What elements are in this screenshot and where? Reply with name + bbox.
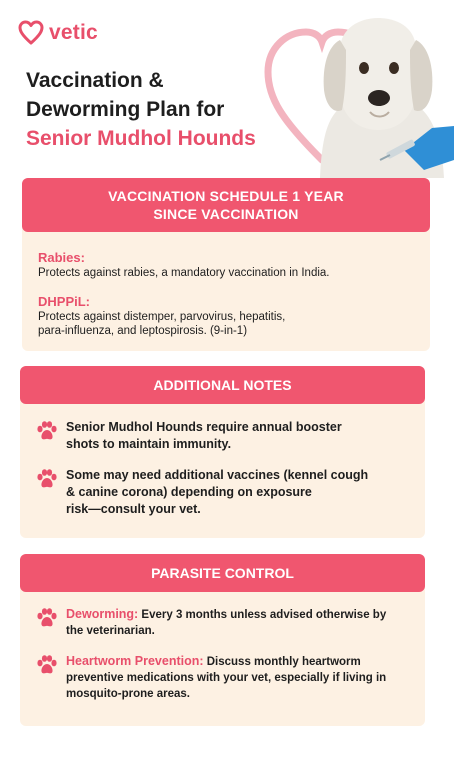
note-text — [66, 467, 368, 518]
note-line: Senior Mudhol Hounds require annual booster — [66, 420, 342, 434]
note-line: Some may need additional vaccines (kennel cough — [66, 468, 369, 482]
parasite-line: the veterinarian. — [66, 625, 155, 637]
heart-logo-icon — [18, 20, 44, 46]
additional-notes-card — [20, 366, 425, 538]
vaccination-card — [22, 178, 430, 351]
paw-icon — [36, 468, 58, 490]
note-item — [20, 419, 425, 453]
parasite-item-heartworm — [20, 653, 425, 702]
note-line: & canine corona) depending on exposure — [66, 485, 312, 499]
vaccine-item-rabies — [22, 250, 430, 280]
vaccine-desc-line-1: Protects against distemper, parvovirus, hepatitis, — [38, 311, 286, 323]
parasite-heading: PARASITE CONTROL — [20, 554, 425, 592]
paw-icon — [36, 420, 58, 442]
parasite-item-deworming — [20, 606, 425, 639]
paw-icon — [36, 607, 58, 629]
note-line: risk—consult your vet. — [66, 502, 201, 516]
vetic-logo[interactable] — [18, 20, 98, 46]
vaccine-item-dhppil — [22, 294, 430, 338]
dog-with-syringe-icon — [300, 10, 454, 178]
parasite-line-text: Discuss monthly heartworm — [203, 656, 361, 668]
parasite-label: Heartworm Prevention: — [66, 654, 204, 668]
logo-text: vetic — [49, 21, 98, 44]
parasite-line — [66, 606, 386, 623]
parasite-control-card — [20, 554, 425, 726]
parasite-label: Deworming: — [66, 607, 139, 621]
parasite-line-text: Every 3 months unless advised otherwise by — [138, 609, 387, 621]
note-line: shots to maintain immunity. — [66, 437, 232, 451]
parasite-line — [66, 653, 386, 670]
paw-icon — [36, 654, 58, 676]
parasite-text — [66, 606, 386, 639]
parasite-text — [66, 653, 386, 702]
note-item — [20, 467, 425, 518]
parasite-line: mosquito-prone areas. — [66, 688, 190, 700]
title-line-2: Deworming Plan for — [26, 98, 225, 121]
parasite-line: preventive medications with your vet, especially if living in — [66, 672, 387, 684]
vaccine-desc-line-2: para-influenza, and leptospirosis. (9-in-1) — [38, 325, 248, 337]
title-line-1: Vaccination & — [26, 69, 164, 92]
vaccination-heading-line-1: VACCINATION SCHEDULE 1 YEAR — [108, 188, 344, 204]
page-title — [26, 66, 256, 153]
vaccine-name: DHPPiL: — [38, 294, 90, 309]
notes-heading: ADDITIONAL NOTES — [20, 366, 425, 404]
vaccination-heading — [22, 178, 430, 232]
vaccine-name: Rabies: — [38, 250, 85, 265]
header — [0, 0, 454, 180]
title-line-3: Senior Mudhol Hounds — [26, 127, 256, 150]
note-text — [66, 419, 342, 453]
vaccination-heading-line-2: SINCE VACCINATION — [153, 206, 299, 222]
vaccine-desc: Protects against rabies, a mandatory vaccination in India. — [38, 267, 330, 279]
